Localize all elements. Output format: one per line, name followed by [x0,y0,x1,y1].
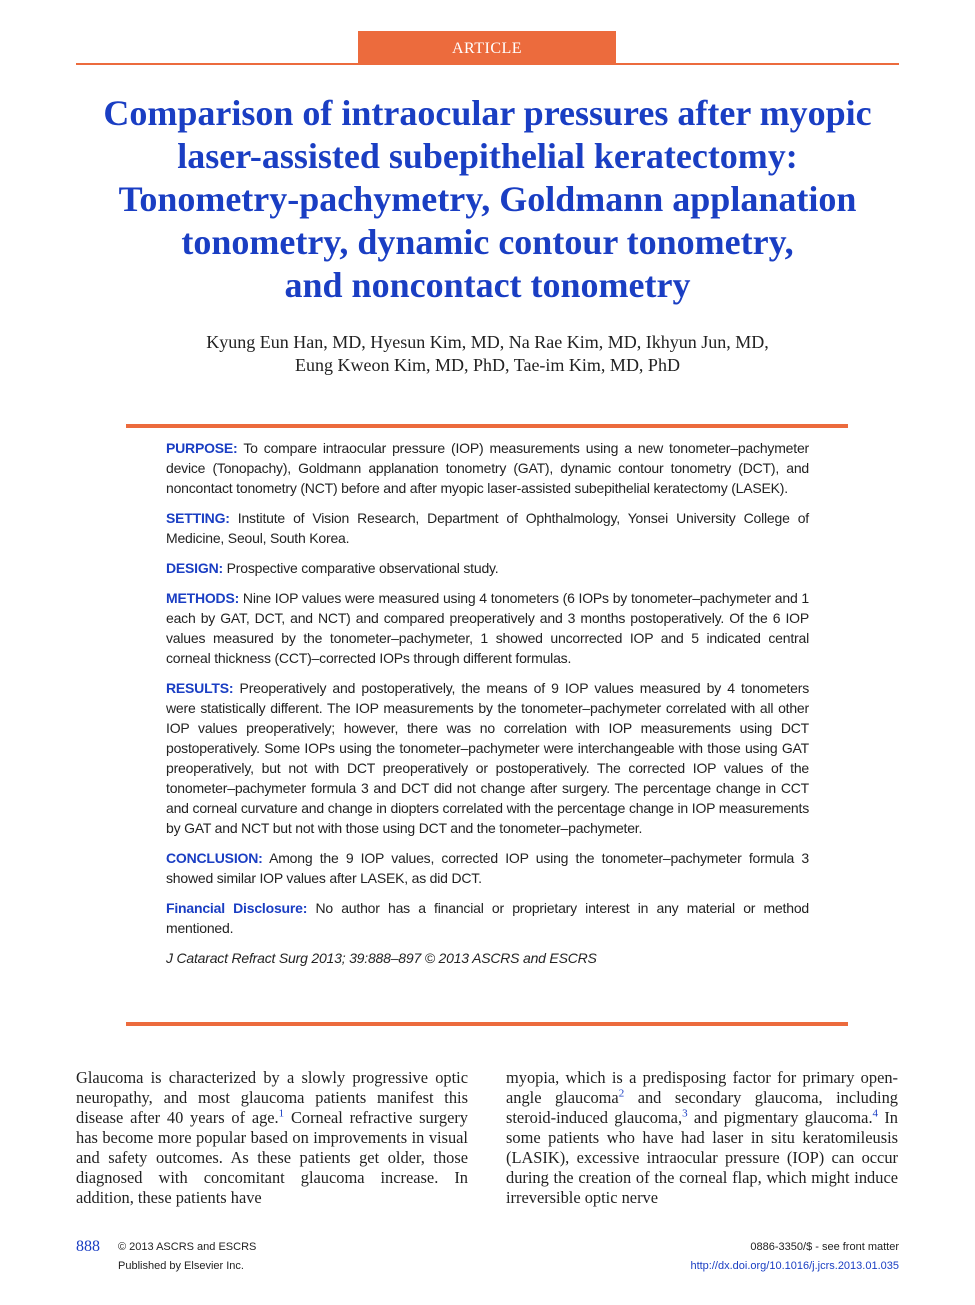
copyright-notice: © 2013 ASCRS and ESCRS [118,1241,257,1253]
design-label: DESIGN: [166,560,223,576]
reference-link[interactable]: 3 [682,1107,688,1120]
purpose-label: PURPOSE: [166,440,238,456]
conclusion-label: CONCLUSION: [166,850,263,866]
article-type-tag: ARTICLE [358,31,616,65]
abstract [166,438,809,978]
abstract-conclusion [166,848,809,888]
issn-line: 0886-3350/$ - see front matter [750,1241,899,1253]
body-column-left [76,1068,468,1208]
conclusion-text: Among the 9 IOP values, corrected IOP using the tonometer–pachymeter formula 3 showed similar IOP values after LASEK, as did DCT. [166,850,809,886]
title-line: Comparison of intraocular pressures after myopic [103,93,872,133]
page-number: 888 [76,1238,100,1255]
author-list [60,331,915,377]
disclosure-text: No author has a financial or proprietary interest in any material or method mentioned. [166,900,809,936]
body-column-right [506,1068,898,1208]
abstract-purpose [166,438,809,498]
setting-text: Institute of Vision Research, Department of Ophthalmology, Yonsei University College of Medicine, Seoul, South Korea. [166,510,809,546]
journal-citation: J Cataract Refract Surg 2013; 39:888–897 © 2013 ASCRS and ESCRS [166,950,597,966]
design-text: Prospective comparative observational study. [222,560,499,576]
doi-link[interactable]: http://dx.doi.org/10.1016/j.jcrs.2013.01.035 [690,1260,899,1272]
body-text: Glaucoma is characterized by a slowly progressive optic neuropathy, and most glaucoma patients manifest this disease after 40 years of age. [76,1068,468,1127]
reference-link[interactable]: 1 [278,1107,285,1120]
body-text: and pigmentary glaucoma. [687,1108,873,1127]
abstract-results [166,678,809,838]
abstract-disclosure [166,898,809,938]
header-rule [76,63,899,65]
results-text: Preoperatively and postoperatively, the means of 9 IOP values measured by 4 tonometers were statistically different. The IOP measurements by the tonometer–pachymeter correlated with all other IOP values preoperatively; however, there was no correlation with IOP measurements using DCT postoperatively. Some IOPs using the tonometer–pachymeter were interchangeable with those using GAT preoperatively, but not with DCT preoperatively or postoperatively. The corrected IOP values of the tonometer–pachymeter formula 3 and DCT did not change after surgery. The percentage change in CCT and corneal curvature and change in diopters correlated with the percentage change in IOP measurements by GAT and NCT but not with those using DCT and the tonometer–pachymeter. [166,680,809,836]
authors-line: Kyung Eun Han, MD, Hyesun Kim, MD, Na Rae Kim, MD, Ikhyun Jun, MD, [206,332,769,352]
body-text: myopia, which is a predisposing factor for primary open-angle glaucoma [506,1068,898,1107]
purpose-text: To compare intraocular pressure (IOP) measurements using a new tonometer–pachymeter device (Tonopachy), Goldmann applanation tonometry (GAT), dynamic contour tonometry (DCT), and noncontact tonometry (NCT) before and after myopic laser-assisted subepithelial keratectomy (LASEK). [166,440,809,496]
abstract-top-rule [126,424,848,428]
methods-label: METHODS: [166,590,240,606]
reference-link[interactable]: 4 [872,1107,879,1120]
title-line: and noncontact tonometry [284,265,691,305]
article-title [40,92,935,307]
page-footer [76,1238,899,1278]
abstract-setting [166,508,809,548]
body-text: and secondary glaucoma, including steroid-induced glaucoma, [506,1088,898,1127]
reference-link[interactable]: 2 [618,1087,625,1100]
results-label: RESULTS: [166,680,234,696]
abstract-design [166,558,809,578]
abstract-methods [166,588,809,668]
title-line: Tonometry-pachymetry, Goldmann applanation [118,179,857,219]
publisher-line: Published by Elsevier Inc. [118,1260,244,1272]
title-line: laser-assisted subepithelial keratectomy: [177,136,798,176]
authors-line: Eung Kweon Kim, MD, PhD, Tae-im Kim, MD, PhD [295,355,680,375]
abstract-bottom-rule [126,1022,848,1026]
setting-label: SETTING: [166,510,230,526]
body-text: In some patients who have had laser in situ keratomileusis (LASIK), excessive intraocular pressure (IOP) can occur during the creation of the corneal flap, which might induce irreversible optic nerve [506,1108,898,1207]
title-line: tonometry, dynamic contour tonometry, [181,222,794,262]
methods-text: Nine IOP values were measured using 4 tonometers (6 IOPs by tonometer–pachymeter and 1 each by GAT, DCT, and NCT) and compared preoperatively and 3 months postoperatively. Of the 6 IOP values measured by the tonometer–pachymeter, 1 showed uncorrected IOP and 5 indicated central corneal thickness (CCT)–corrected IOPs through different formulas. [166,590,809,666]
body-text: Corneal refractive surgery has become more popular based on improvements in visual and safety outcomes. As these patients get older, those diagnosed with concomitant glaucoma increase. In addition, these patients have [76,1108,468,1207]
disclosure-label: Financial Disclosure: [166,900,308,916]
